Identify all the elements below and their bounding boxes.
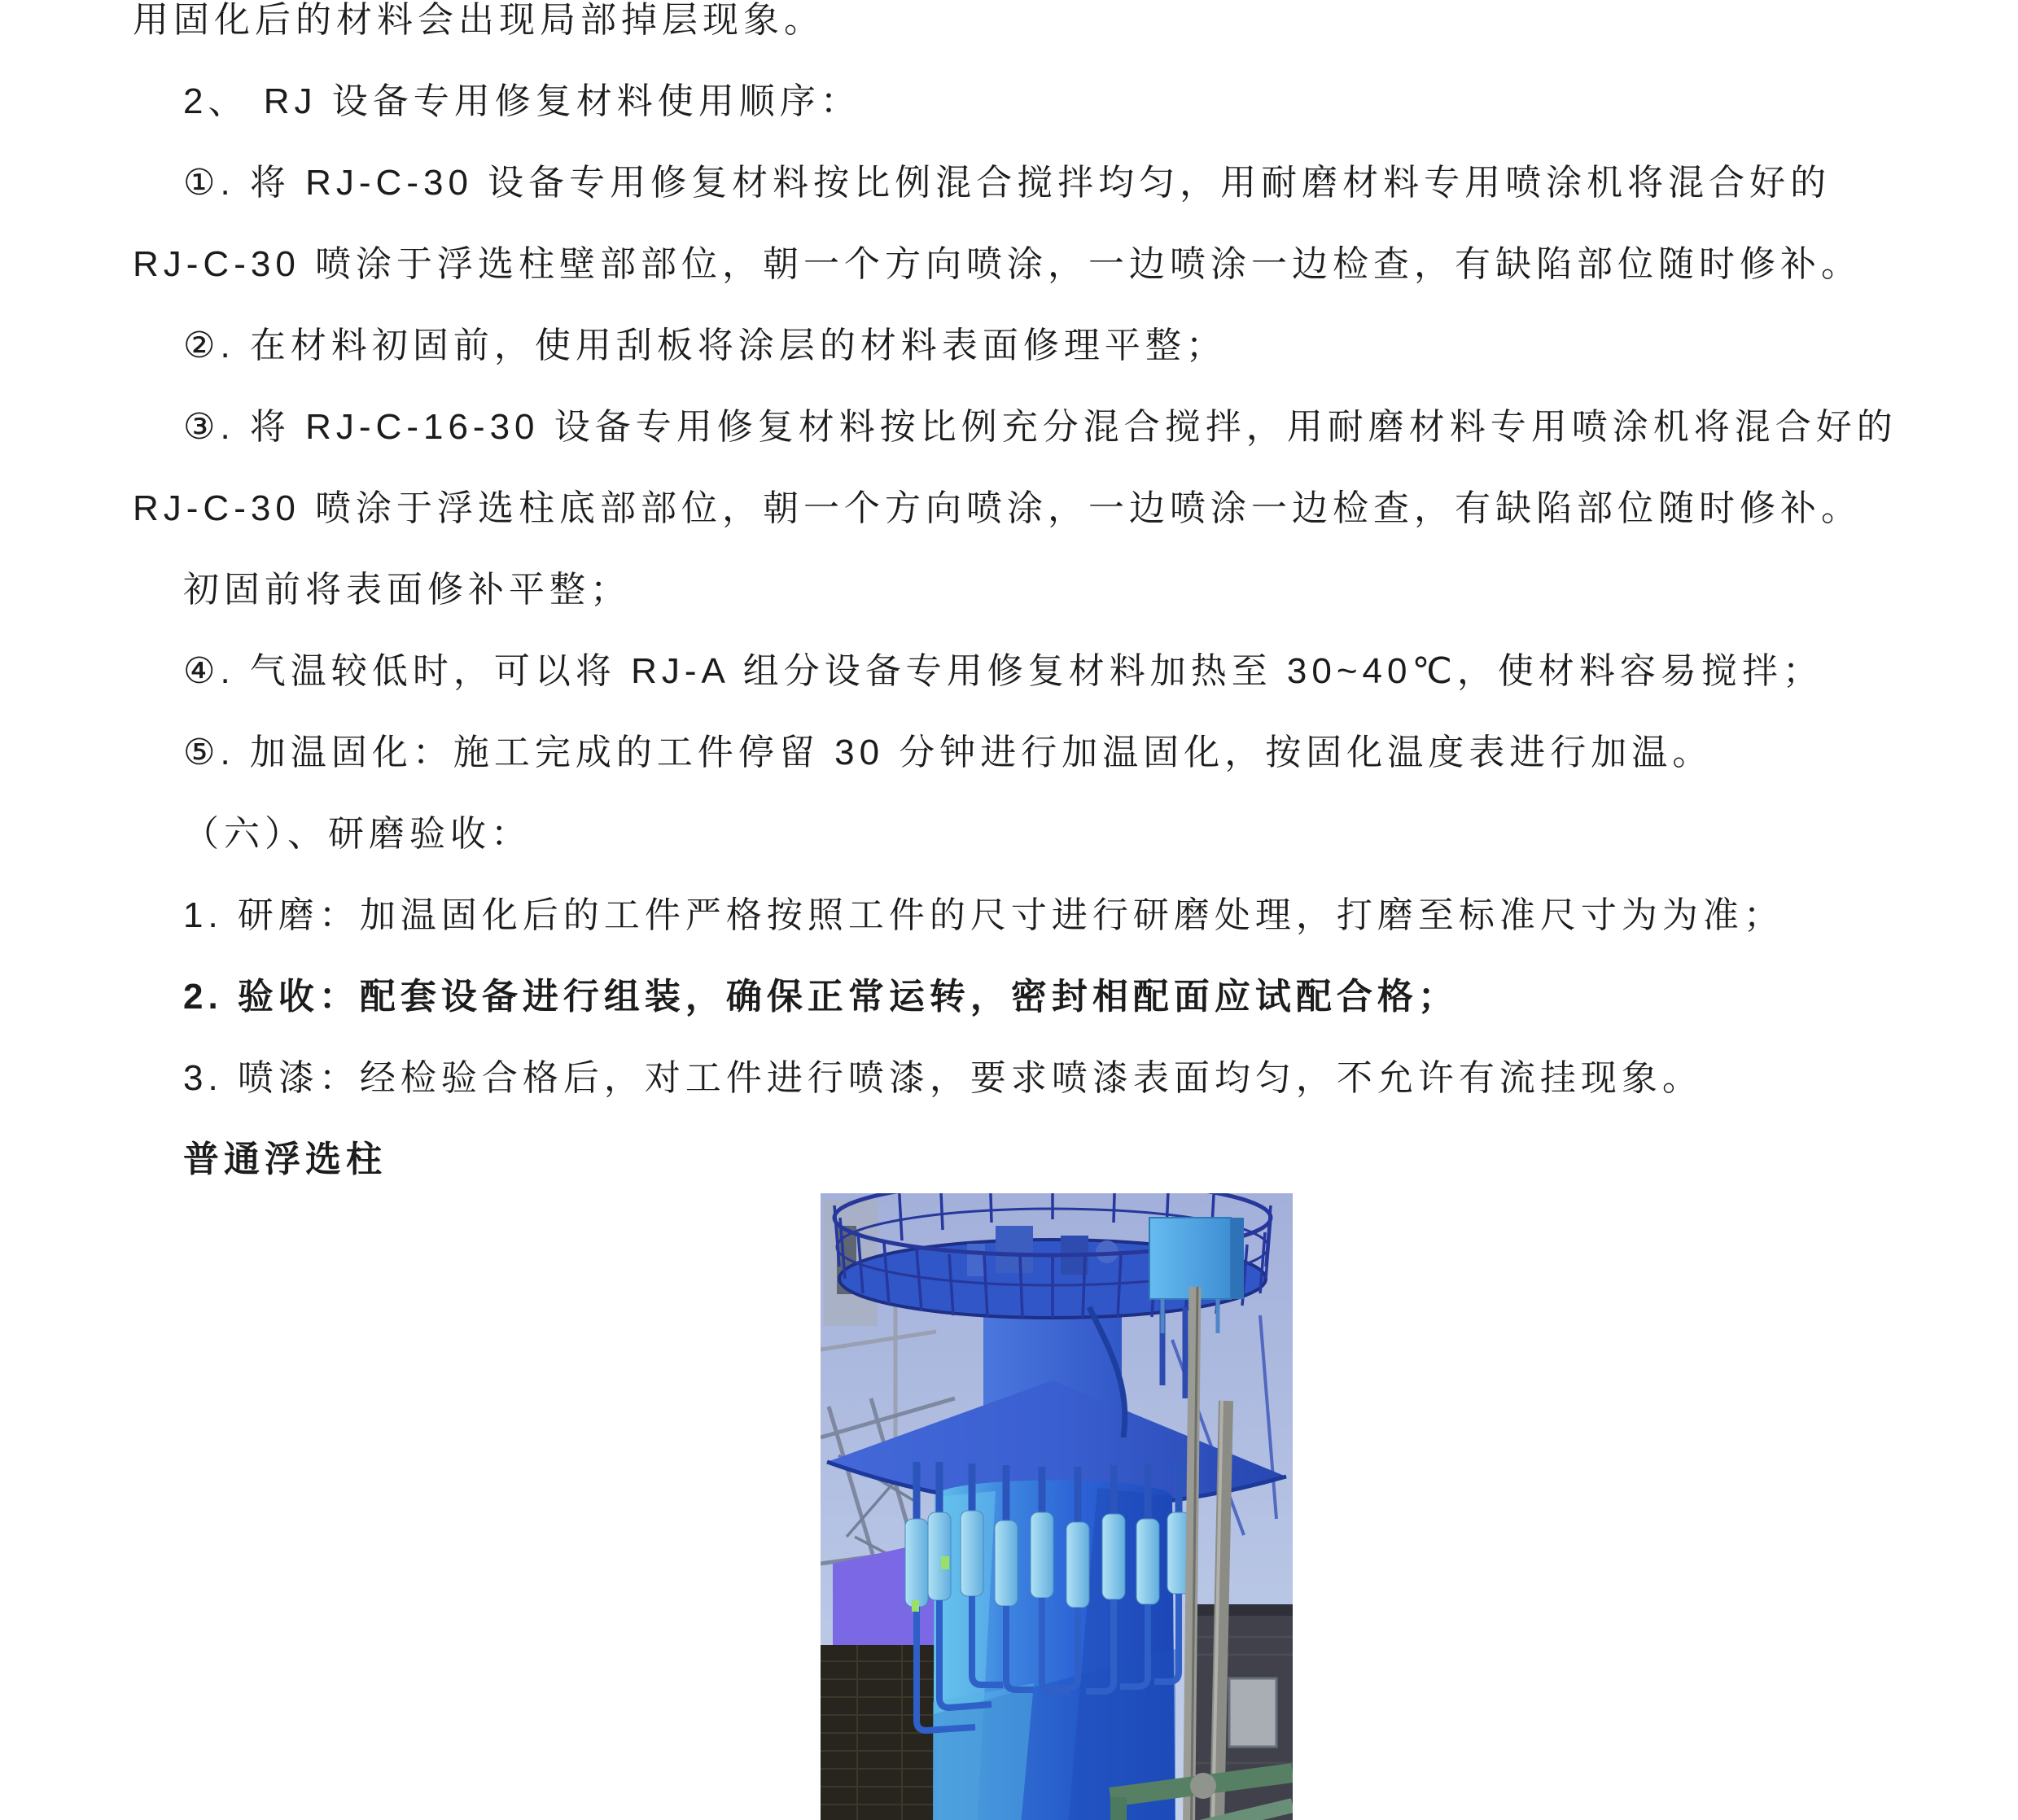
document-body (133, 0, 1932, 1201)
doc-line: 初固前将表面修补平整； (183, 570, 631, 610)
doc-line: 2. 验收：配套设备进行组装，确保正常运转，密封相配面应试配合格； (183, 977, 1459, 1017)
doc-line: 1. 研磨：加温固化后的工件严格按照工件的尺寸进行研磨处理，打磨至标准尺寸为为准； (183, 895, 1784, 935)
doc-line: 用固化后的材料会出现局部掉层现象。 (133, 0, 825, 40)
doc-line: RJ-C-30 喷涂于浮选柱壁部部位，朝一个方向喷涂，一边喷涂一边检查，有缺陷部位随时修补。 (133, 244, 1863, 284)
doc-line: ②. 在材料初固前，使用刮板将涂层的材料表面修理平整； (183, 326, 1227, 365)
section-heading: （六）、研磨验收： (183, 814, 532, 854)
doc-line: RJ-C-30 喷涂于浮选柱底部部位，朝一个方向喷涂，一边喷涂一边检查，有缺陷部位随时修补。 (133, 488, 1863, 528)
doc-line: ④. 气温较低时，可以将 RJ-A 组分设备专用修复材料加热至 30~40℃，使材料容易搅拌； (183, 651, 1823, 691)
doc-line: ①. 将 RJ-C-30 设备专用修复材料按比例混合搅拌均匀，用耐磨材料专用喷涂机将混合好的 (183, 163, 1832, 203)
flotation-column-illustration (821, 1193, 1293, 1820)
flotation-column-photo (821, 1193, 1293, 1820)
doc-line: ③. 将 RJ-C-16-30 设备专用修复材料按比例充分混合搅拌，用耐磨材料专用喷涂机将混合好的 (183, 407, 1898, 447)
doc-line: 3. 喷漆：经检验合格后，对工件进行喷漆，要求喷漆表面均匀，不允许有流挂现象。 (183, 1058, 1703, 1098)
doc-line: 2、 RJ 设备专用修复材料使用顺序： (183, 81, 861, 121)
figure-caption: 普通浮选柱 (183, 1140, 387, 1179)
doc-line: ⑤. 加温固化：施工完成的工件停留 30 分钟进行加温固化，按固化温度表进行加温。 (183, 733, 1714, 772)
